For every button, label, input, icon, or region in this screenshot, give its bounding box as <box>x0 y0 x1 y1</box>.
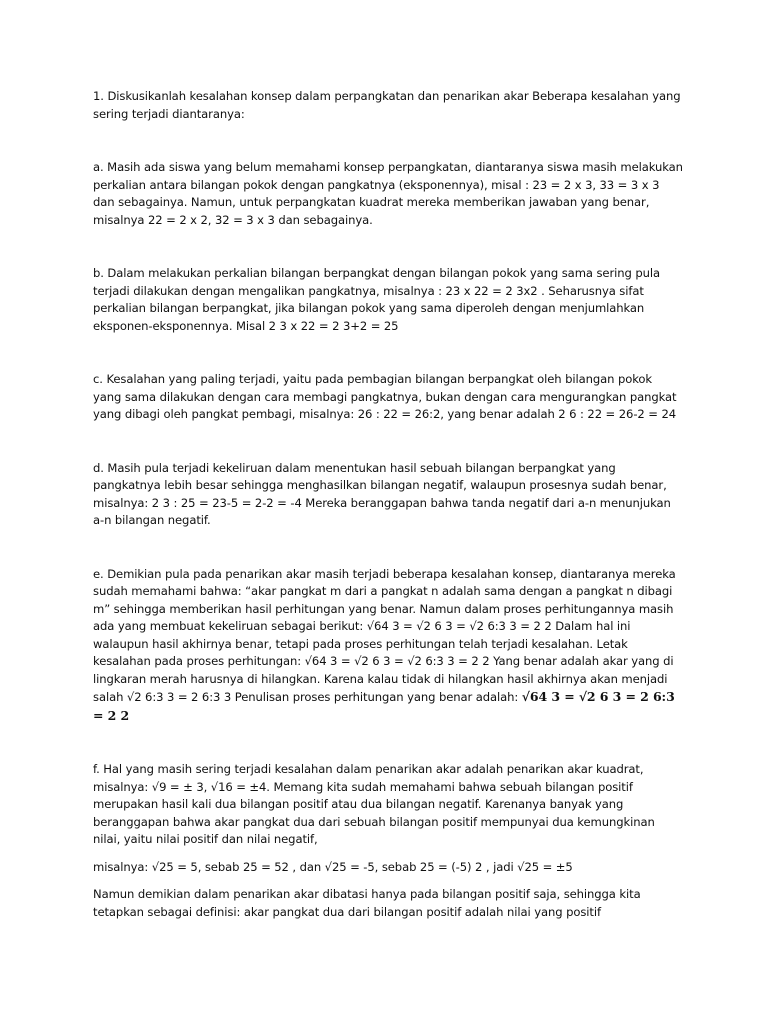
paragraph-a: a. Masih ada siswa yang belum memahami konsep perpangkatan, diantaranya siswa masih melakukan perkalian antara bilangan pokok dengan pangkatnya (eksponennya), misal : 23 = 2 x 3, 33 = 3 x 3 dan sebagainya. Namun, untuk perpangkatan kuadrat mereka memberikan jawaban yang benar, misalnya 22 = 2 x 2, 32 = 3 x 3 dan sebagainya. <box>93 160 683 227</box>
paragraph-c: c. Kesalahan yang paling terjadi, yaitu pada pembagian bilangan berpangkat oleh bilangan pokok yang sama dilakukan dengan cara membagi pangkatnya, bukan dengan cara mengurangkan pangkat yang dibagi oleh pangkat pembagi, misalnya: 26 : 22 = 26:2, yang benar adalah 2 6 : 22 = 26-2 = 24 <box>93 372 677 421</box>
paragraph-e <box>93 566 683 726</box>
paragraph-f-example: misalnya: √25 = 5, sebab 25 = 52 , dan √25 = -5, sebab 25 = (-5) 2 , jadi √25 = ±5 <box>93 859 573 874</box>
paragraph-f-definition: Namun demikian dalam penarikan akar dibatasi hanya pada bilangan positif saja, sehingga kita tetapkan sebagai definisi: akar pangkat dua dari bilangan positif adalah nilai yang positif <box>93 887 641 919</box>
paragraph-e-math: √64 3 = √2 6 3 = 2 6:3 = 2 2 <box>93 689 675 723</box>
paragraph-e-text: e. Demikian pula pada penarikan akar masih terjadi beberapa kesalahan konsep, diantaranya mereka sudah memahami bahwa: “akar pangkat m dari a pangkat n adalah sama dengan a pangkat n dibagi m” sehingga memberikan hasil perhitungan yang benar. Namun dalam proses perhitungannya masih ada yang membuat kekeliruan sebagai berikut: √64 3 = √2 6 3 = √2 6:3 3 = 2 2 Dalam hal ini walaupun hasil akhirnya benar, tetapi pada proses perhitungan telah terjadi kesalahan. Letak kesalahan pada proses perhitungan: √64 3 = √2 6 3 = √2 6:3 3 = 2 2 Yang benar adalah akar yang di lingkaran merah harusnya di hilangkan. Karena kalau tidak di hilangkan hasil akhirnya akan menjadi salah √2 6:3 3 = 2 6:3 3 Penulisan proses perhitungan yang benar adalah: <box>93 566 676 704</box>
paragraph-f: f. Hal yang masih sering terjadi kesalahan dalam penarikan akar adalah penarikan akar kuadrat, misalnya: √9 = ± 3, √16 = ±4. Memang kita sudah memahami bahwa sebuah bilangan positif merupakan hasil kali dua bilangan positif atau dua bilangan negatif. Karenanya banyak yang beranggapan bahwa akar pangkat dua dari sebuah bilangan positif mempunyai dua kemungkinan nilai, yaitu nilai positif dan nilai negatif, <box>93 762 655 846</box>
document-page <box>93 88 683 921</box>
intro-paragraph: 1. Diskusikanlah kesalahan konsep dalam perpangkatan dan penarikan akar Beberapa kesalahan yang sering terjadi diantaranya: <box>93 89 681 121</box>
paragraph-d: d. Masih pula terjadi kekeliruan dalam menentukan hasil sebuah bilangan berpangkat yang pangkatnya lebih besar sehingga menghasilkan bilangan negatif, walaupun prosesnya sudah benar, misalnya: 2 3 : 25 = 23-5 = 2-2 = -4 Mereka beranggapan bahwa tanda negatif dari a-n menunjukan a-n bilangan negatif. <box>93 460 671 527</box>
paragraph-b: b. Dalam melakukan perkalian bilangan berpangkat dengan bilangan pokok yang sama sering pula terjadi dilakukan dengan mengalikan pangkatnya, misalnya : 23 x 22 = 2 3x2 . Seharusnya sifat perkalian bilangan berpangkat, jika bilangan pokok yang sama diperoleh dengan menjumlahkan eksponen-eksponennya. Misal 2 3 x 22 = 2 3+2 = 25 <box>93 266 660 333</box>
